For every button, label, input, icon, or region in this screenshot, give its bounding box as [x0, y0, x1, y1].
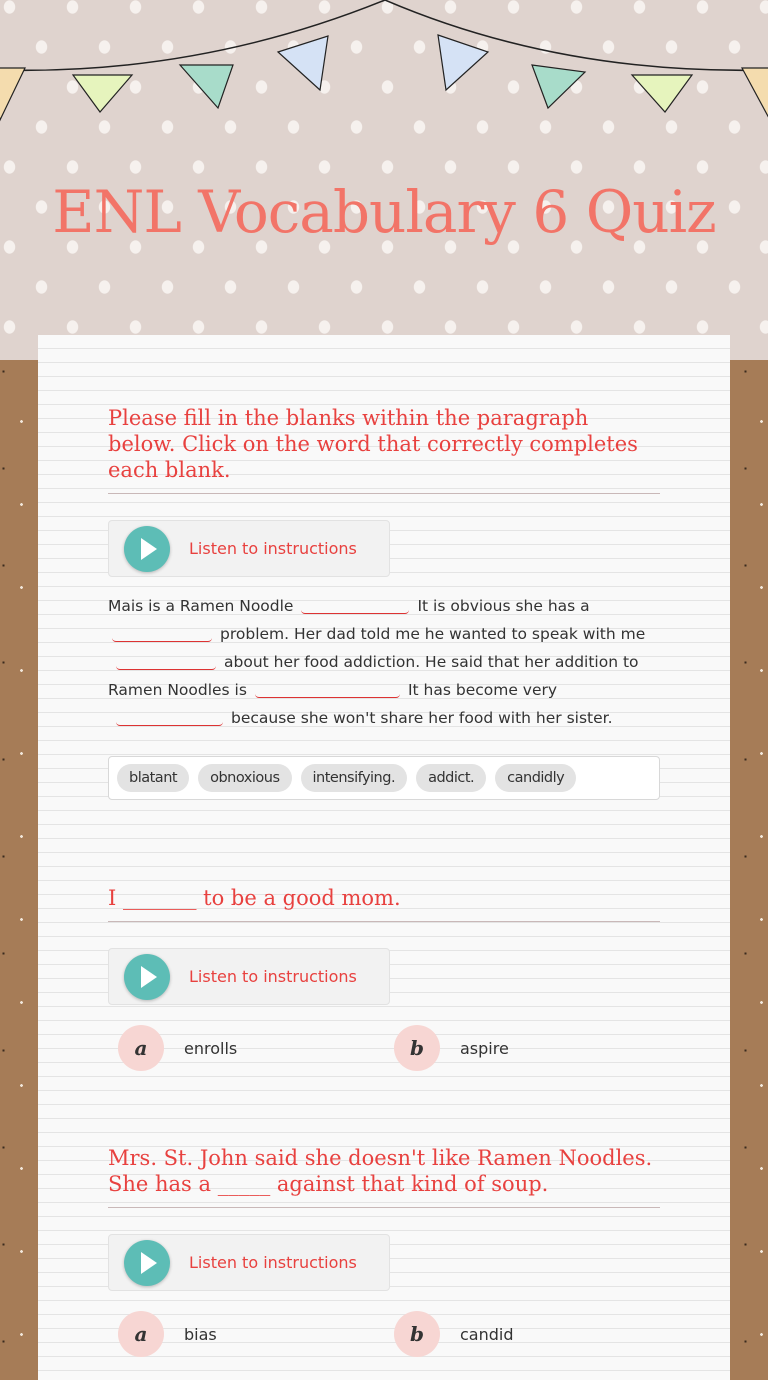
blank-4[interactable] — [255, 680, 400, 698]
page-title: ENL Vocabulary 6 Quiz — [52, 178, 716, 246]
option-text: bias — [184, 1324, 217, 1344]
option-letter: a — [118, 1311, 164, 1357]
blank-2[interactable] — [112, 624, 212, 642]
option-text: enrolls — [184, 1038, 238, 1058]
option-b[interactable] — [384, 1025, 660, 1071]
text-segment: Mais is a Ramen Noodle — [108, 597, 294, 615]
text-segment: It has become very — [407, 681, 558, 699]
question-title: Mrs. St. John said she doesn't like Ramen Noodles. She has a _____ against that kind of soup. — [108, 1145, 660, 1208]
word-chip[interactable]: intensifying. — [301, 764, 408, 792]
question-1 — [108, 405, 660, 800]
word-chip[interactable]: blatant — [117, 764, 189, 792]
word-chip[interactable]: addict. — [416, 764, 486, 792]
word-chip[interactable]: candidly — [495, 764, 576, 792]
play-icon — [124, 526, 170, 572]
question-3 — [108, 1145, 660, 1357]
play-icon — [124, 1240, 170, 1286]
option-letter: b — [394, 1025, 440, 1071]
question-title: I _______ to be a good mom. — [108, 885, 660, 922]
word-bank — [108, 756, 660, 800]
text-segment: It is obvious she has a — [417, 597, 590, 615]
option-text: aspire — [460, 1038, 509, 1058]
text-segment: because she won't share her food with her sister. — [231, 709, 613, 727]
text-segment: problem. Her dad told me he wanted to speak with me — [220, 625, 646, 643]
listen-button[interactable] — [108, 1234, 390, 1291]
blank-3[interactable] — [116, 652, 216, 670]
play-icon — [124, 954, 170, 1000]
listen-button[interactable] — [108, 520, 390, 577]
option-a[interactable] — [108, 1311, 384, 1357]
option-letter: b — [394, 1311, 440, 1357]
blank-5[interactable] — [116, 708, 223, 726]
listen-button[interactable] — [108, 948, 390, 1005]
blank-1[interactable] — [301, 596, 409, 614]
quiz-paper — [38, 335, 730, 1380]
fill-paragraph — [108, 592, 660, 732]
option-text: candid — [460, 1324, 514, 1344]
listen-label: Listen to instructions — [189, 1253, 357, 1272]
bunting-decoration — [0, 0, 768, 130]
option-b[interactable] — [384, 1311, 660, 1357]
question-2 — [108, 885, 660, 1071]
question-title: Please fill in the blanks within the paragraph below. Click on the word that correctly completes each blank. — [108, 405, 660, 494]
listen-label: Listen to instructions — [189, 539, 357, 558]
text-segment: about her food addiction. He said that her addition to Ramen Noodles is — [108, 653, 639, 699]
listen-label: Listen to instructions — [189, 967, 357, 986]
option-a[interactable] — [108, 1025, 384, 1071]
option-letter: a — [118, 1025, 164, 1071]
word-chip[interactable]: obnoxious — [198, 764, 291, 792]
